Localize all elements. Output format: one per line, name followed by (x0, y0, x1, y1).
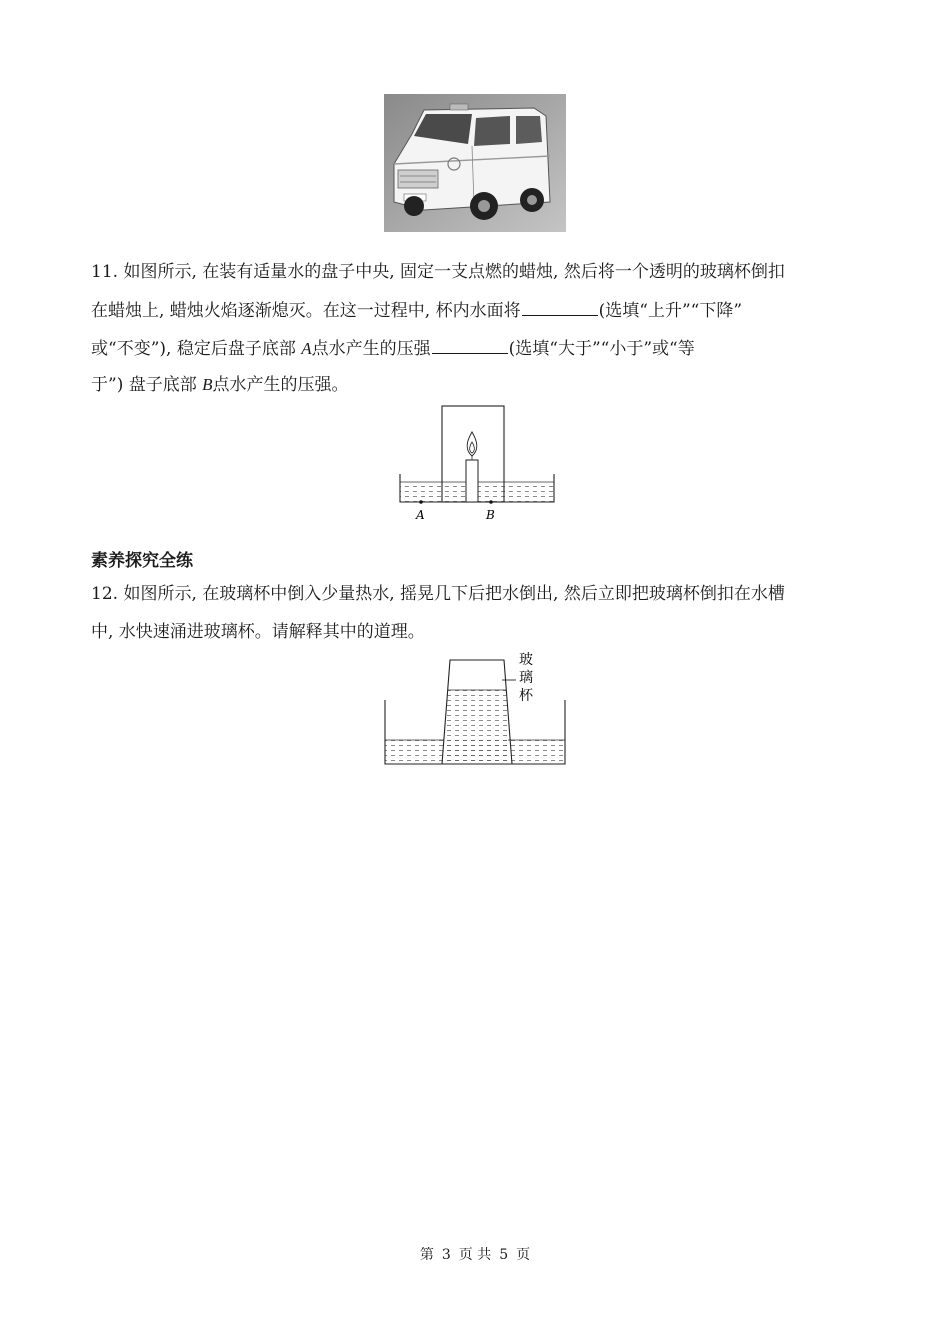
q11-line-3-options: (选填“大于”“小于”或“等 (508, 339, 695, 359)
figure1-label-a: A (416, 508, 425, 522)
q11-line-3-text: 或“不变”), 稳定后盘子底部 (91, 339, 296, 359)
figure1-label-b: B (486, 508, 495, 522)
q11-line-4 (91, 373, 349, 397)
glass-tank-figure (382, 648, 568, 770)
glass-label-char-2: 璃 (519, 670, 533, 686)
footer-total-pages: 5 (499, 1247, 509, 1263)
candle-figure (396, 404, 558, 524)
q11-line-4-text-2: 点水产生的压强。 (212, 375, 349, 395)
page-footer (0, 1244, 950, 1264)
point-b-dot (489, 500, 493, 504)
q11-line-1: 11. 如图所示, 在装有适量水的盘子中央, 固定一支点燃的蜡烛, 然后将一个透明的玻璃杯倒扣 (91, 262, 785, 282)
q11-line-4-text: 于”) 盘子底部 (91, 375, 197, 395)
q12-line-1: 12. 如图所示, 在玻璃杯中倒入少量热水, 摇晃几下后把水倒出, 然后立即把玻璃杯倒扣在水槽 (91, 584, 785, 604)
q11-line-2 (91, 298, 742, 323)
footer-prefix: 第 (419, 1247, 434, 1263)
q12-line-2: 中, 水快速涌进玻璃杯。请解释其中的道理。 (91, 622, 425, 642)
section-title: 素养探究全练 (91, 551, 193, 571)
ambulance-photo (384, 94, 566, 232)
point-b-label: B (202, 375, 213, 394)
q11-line-2-text: 在蜡烛上, 蜡烛火焰逐渐熄灭。在这一过程中, 杯内水面将 (91, 301, 521, 321)
point-a-dot (419, 500, 423, 504)
q11-line-2-options: (选填“上升”“下降” (598, 301, 743, 321)
footer-page-number: 3 (441, 1247, 451, 1263)
glass-label-char-3: 杯 (519, 688, 533, 704)
q11-line-3-text-2: 点水产生的压强 (311, 339, 431, 359)
answer-blank-1[interactable] (522, 298, 598, 316)
glass-label-char-1: 玻 (519, 652, 533, 668)
footer-mid: 页 共 (458, 1247, 492, 1263)
q11-line-3 (91, 336, 695, 361)
answer-blank-2[interactable] (432, 336, 508, 354)
footer-suffix: 页 (516, 1247, 531, 1263)
point-a-label: A (301, 339, 312, 358)
